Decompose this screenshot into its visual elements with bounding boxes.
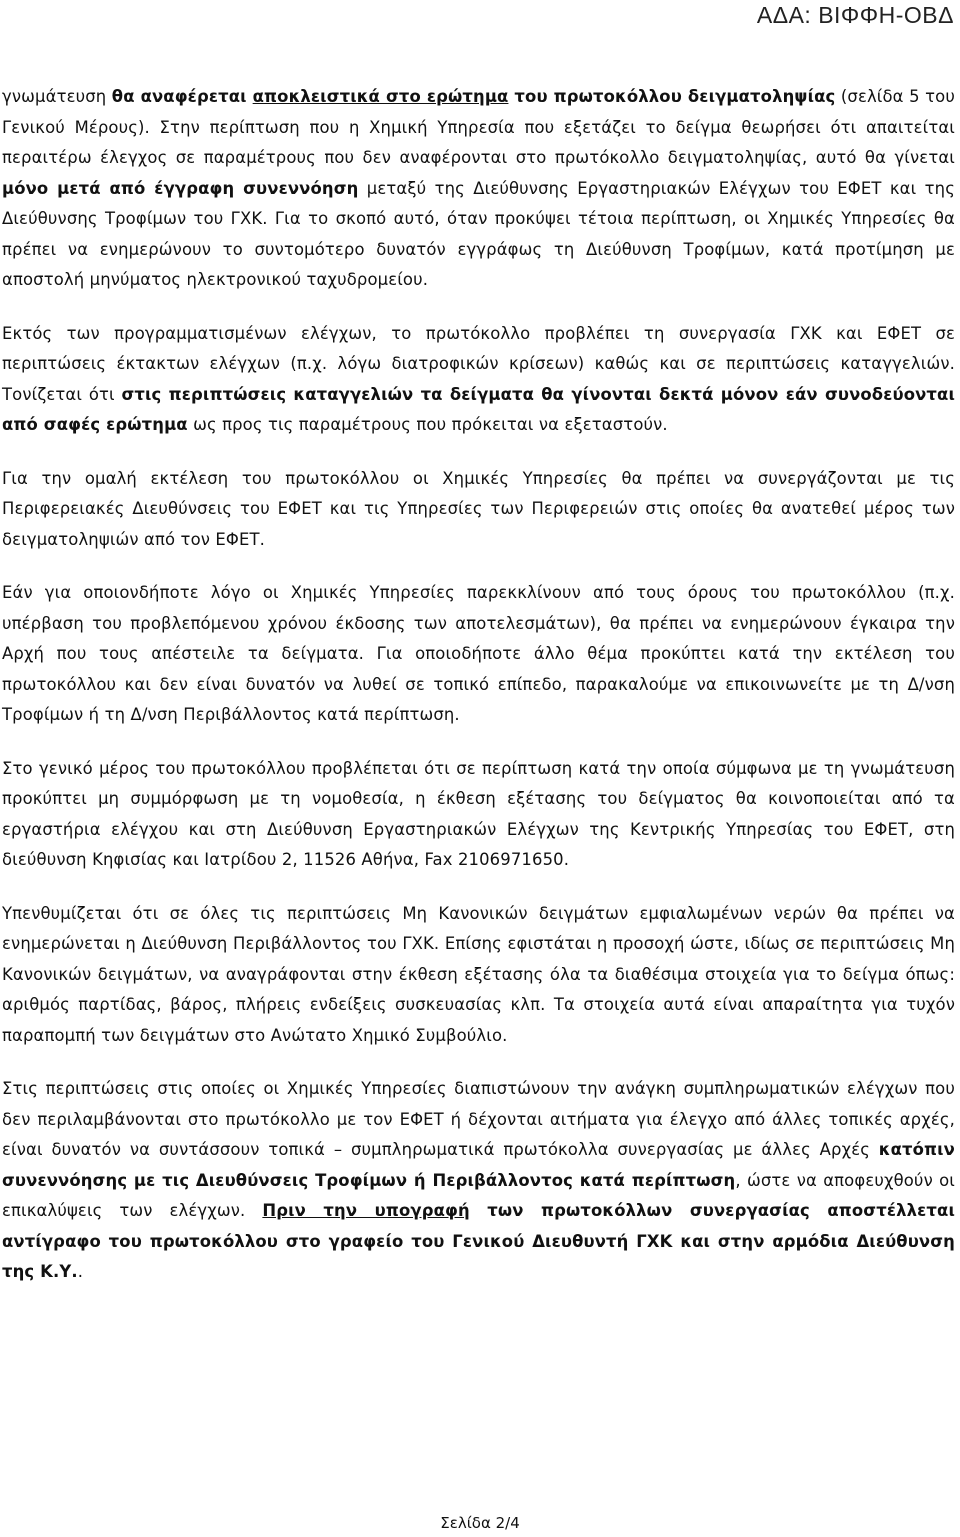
document-body [2, 82, 955, 1311]
paragraph [2, 82, 955, 296]
paragraph [2, 319, 955, 441]
paragraph [2, 578, 955, 731]
paragraph [2, 899, 955, 1052]
text-segment: . [77, 1262, 84, 1281]
text-segment: γνωμάτευση [2, 87, 112, 106]
paragraph [2, 1074, 955, 1288]
emphasized-text: αποκλειστικά στο ερώτημα [252, 87, 509, 106]
text-segment: Εάν για οποιονδήποτε λόγο οι Χημικές Υπηρεσίες παρεκκλίνουν από τους όρους του πρωτοκόλλου (π.χ. υπέρβαση του προβλεπόμενου χρόνου έκδοσης των αποτελεσμάτων), θα πρέπει να ενημερώνουν έγκαιρα την Αρχή που τους απέστειλε τα δείγματα. Για οποιοδήποτε άλλο θέμα προκύπτει κατά την εκτέλεση του πρωτοκόλλου και δεν είναι δυνατόν να λυθεί σε τοπικό επίπεδο, παρακαλούμε να επικοινωνείτε με τη Δ/νση Τροφίμων ή τη Δ/νση Περιβάλλοντος κατά περίπτωση. [2, 583, 955, 724]
text-segment: μεταξύ της Διεύθυνσης Εργαστηριακών Ελέγχων του ΕΦΕΤ και της Διεύθυνσης Τροφίμων του ΓΧΚ. Για το σκοπό αυτό, όταν προκύψει τέτοια περίπτωση, οι Χημικές Υπηρεσίες θα πρέπει να ενημερώνουν το συντομότερο δυνατόν εγγράφως τη Διεύθυνση Τροφίμων, κατά προτίμηση με αποστολή μηνύματος ηλεκτρονικού ταχυδρομείου. [2, 178, 955, 289]
emphasized-text: μόνο μετά από έγγραφη συνεννόηση [2, 178, 359, 198]
text-segment: , ώστε να αποφευχθούν οι επικαλύψεις των ελέγχων. [2, 1170, 956, 1220]
emphasized-text: στις περιπτώσεις καταγγελιών τα δείγματα θα γίνονται δεκτά μόνον εάν συνοδεύονται από σαφές ερώτημα [2, 384, 955, 434]
text-segment: Στο γενικό μέρος του πρωτοκόλλου προβλέπεται ότι σε περίπτωση κατά την οποία σύμφωνα με τη γνωμάτευση προκύπτει μη συμμόρφωση με τη νομοθεσία, η έκθεση εξέτασης του δείγματος θα κοινοποιείται από τα εργαστήρια ελέγχου και στη Διεύθυνση Εργαστηριακών Ελέγχων της Κεντρικής Υπηρεσίας του ΕΦΕΤ, στη διεύθυνση Κηφισίας και Ιατρίδου 2, 11526 Αθήνα, Fax 2106971650. [2, 758, 955, 869]
text-segment: Εκτός των προγραμματισμένων ελέγχων, το πρωτόκολλο προβλέπει τη συνεργασία ΓΧΚ και ΕΦΕΤ σε περιπτώσεις έκτακτων ελέγχων (π.χ. λόγω διατροφικών κρίσεων) καθώς και σε περιπτώσεις καταγγελιών. Τονίζεται ότι [2, 323, 955, 404]
text-segment: Στις περιπτώσεις στις οποίες οι Χημικές Υπηρεσίες διαπιστώνουν την ανάγκη συμπληρωματικών ελέγχων που δεν περιλαμβάνονται στο πρωτόκολλο με τον ΕΦΕΤ ή δέχονται αιτήματα για έλεγχο από άλλες τοπικές αρχές, είναι δυνατόν να συντάσσουν τοπικά – συμπληρωματικά πρωτόκολλα συνεργασίας με άλλες Αρχές [2, 1079, 955, 1159]
paragraph [2, 464, 955, 556]
text-segment: (σελίδα 5 του Γενικού Μέρους). Στην περίπτωση που η Χημική Υπηρεσία που εξετάζει το δείγμα θεωρήσει ότι απαιτείται περαιτέρω έλεγχος σε παραμέτρους που δεν αναφέρονται στο πρωτόκολλο δειγματοληψίας, αυτό θα γίνεται [2, 87, 955, 167]
text-segment: ως προς τις παραμέτρους που πρόκειται να εξεταστούν. [187, 415, 668, 434]
paragraph [2, 754, 955, 876]
page-number: Σελίδα 2/4 [440, 1514, 520, 1532]
emphasized-text: θα αναφέρεται [111, 87, 253, 106]
emphasized-text: Πριν την υπογραφή [262, 1201, 470, 1220]
text-segment: Για την ομαλή εκτέλεση του πρωτοκόλλου οι Χημικές Υπηρεσίες θα πρέπει να συνεργάζονται με τις Περιφερειακές Διευθύνσεις του ΕΦΕΤ και τις Υπηρεσίες των Περιφερειών στις οποίες θα ανατεθεί μέρος των δειγματοληψιών από τον ΕΦΕΤ. [2, 468, 955, 549]
emphasized-text: κατόπιν συνεννόησης με τις Διευθύνσεις Τροφίμων ή Περιβάλλοντος κατά περίπτωση [2, 1140, 955, 1190]
emphasized-text: του πρωτοκόλλου δειγματοληψίας [508, 87, 836, 106]
ada-code: ΑΔΑ: ΒΙΦΦΗ-ΟΒΔ [756, 2, 954, 28]
emphasized-text: των πρωτοκόλλων συνεργασίας αποστέλλεται αντίγραφο του πρωτοκόλλου στο γραφείο του Γενικού Διευθυντή ΓΧΚ και στην αρμόδια Διεύθυνση της Κ.Υ. [2, 1201, 955, 1281]
text-segment: Υπενθυμίζεται ότι σε όλες τις περιπτώσεις Μη Κανονικών δειγμάτων εμφιαλωμένων νερών θα πρέπει να ενημερώνεται η Διεύθυνση Περιβάλλοντος του ΓΧΚ. Επίσης εφιστάται η προσοχή ώστε, ιδίως σε περιπτώσεις Μη Κανονικών δειγμάτων, να αναγράφονται στην έκθεση εξέτασης όλα τα διαθέσιμα στοιχεία για το δείγμα όπως: αριθμός παρτίδας, βάρος, πλήρεις ενδείξεις συσκευασίας κλπ. Τα στοιχεία αυτά είναι απαραίτητα για τυχόν παραπομπή των δειγμάτων στο Ανώτατο Χημικό Συμβούλιο. [2, 903, 955, 1045]
